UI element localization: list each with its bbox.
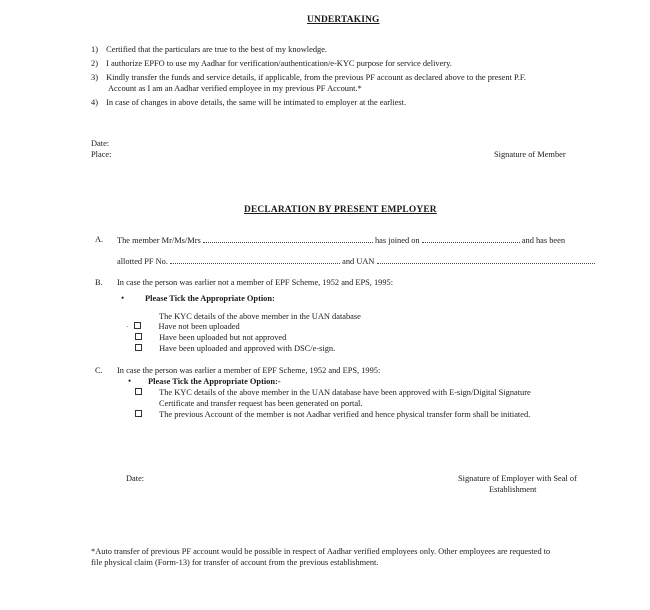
employer-signature-line-1: Signature of Employer with Seal of [458, 474, 577, 483]
joined-on-label: has joined on [374, 236, 420, 245]
undertaking-place-label: Place: [91, 150, 112, 159]
section-c-letter: C. [95, 366, 103, 375]
section-b-option-3 [135, 344, 335, 353]
section-c-option-1 [135, 388, 531, 397]
dot-icon: · [126, 323, 129, 331]
declaration-title: DECLARATION BY PRESENT EMPLOYER [244, 205, 437, 215]
footnote-line-2: file physical claim (Form-13) for transfer of account from the previous establishment. [91, 558, 379, 567]
checkbox-kyc-approved-esign[interactable] [135, 388, 142, 395]
checkbox-not-uploaded[interactable] [134, 322, 141, 329]
item-text: Certified that the particulars are true to the best of my knowledge. [106, 45, 328, 54]
item-number: 1) [91, 45, 98, 54]
undertaking-item-2 [91, 59, 452, 68]
item-text: Kindly transfer the funds and service details, if applicable, from the previous PF account as declared above to the present P.F. [106, 73, 526, 82]
checkbox-uploaded-approved[interactable] [135, 344, 142, 351]
employer-signature-line-2: Establishment [489, 485, 537, 494]
section-b-tick-label: Please Tick the Appropriate Option: [145, 294, 275, 303]
declaration-date-label: Date: [126, 474, 145, 483]
item-number: 3) [91, 73, 98, 82]
section-b-option-1 [126, 322, 240, 331]
uan-label: and UAN [342, 257, 375, 266]
pf-number-label: allotted PF No. [117, 257, 168, 266]
undertaking-item-3 [91, 73, 526, 82]
section-c-text: In case the person was earlier a member of EPF Scheme, 1952 and EPS, 1995: [117, 366, 381, 375]
undertaking-item-4 [91, 98, 406, 107]
section-c-option-1-continued: Certificate and transfer request has been generated on portal. [159, 399, 363, 408]
undertaking-item-1 [91, 45, 327, 54]
joining-date-field[interactable] [422, 235, 520, 243]
checkbox-uploaded-not-approved[interactable] [135, 333, 142, 340]
pf-number-field[interactable] [170, 256, 340, 264]
section-a-letter: A. [95, 235, 104, 244]
option-label: The KYC details of the above member in the UAN database have been approved with E-sign/Digital Signature [159, 388, 531, 397]
section-c-option-2 [135, 410, 530, 419]
item-text: In case of changes in above details, the same will be intimated to employer at the earliest. [106, 98, 407, 107]
section-b-text: In case the person was earlier not a member of EPF Scheme, 1952 and EPS, 1995: [117, 278, 394, 287]
bullet-icon: • [121, 293, 125, 303]
option-label: Have been uploaded but not approved [159, 333, 287, 342]
section-c-tick-label: Please Tick the Appropriate Option:- [148, 377, 281, 386]
undertaking-item-3-continued: Account as I am an Aadhar verified employee in my previous PF Account.* [108, 84, 362, 93]
member-name-field[interactable] [203, 235, 373, 243]
option-label: Have been uploaded and approved with DSC/e-sign. [159, 344, 336, 353]
checkbox-physical-transfer[interactable] [135, 410, 142, 417]
section-a-line-2 [117, 256, 595, 266]
member-name-label: The member Mr/Ms/Mrs [117, 236, 201, 245]
item-text: I authorize EPFO to use my Aadhar for verification/authentication/e-KYC purpose for service delivery. [106, 59, 452, 68]
footnote-line-1: *Auto transfer of previous PF account would be possible in respect of Aadhar verified employees only. Other employees are requested to [91, 547, 551, 556]
bullet-icon: • [128, 376, 132, 386]
section-a-line-1 [117, 235, 565, 245]
option-label: The previous Account of the member is not Aadhar verified and hence physical transfer form shall be initiated. [159, 410, 531, 419]
member-signature-label: Signature of Member [494, 150, 566, 159]
undertaking-title: UNDERTAKING [307, 15, 380, 25]
has-been-label: and has been [521, 236, 566, 245]
section-b-kyc-text: The KYC details of the above member in the UAN database [159, 312, 361, 321]
uan-field[interactable] [377, 256, 595, 264]
section-b-option-2 [135, 333, 286, 342]
undertaking-date-label: Date: [91, 139, 110, 148]
item-number: 2) [91, 59, 98, 68]
option-label: Have not been uploaded [158, 322, 240, 331]
item-number: 4) [91, 98, 98, 107]
section-b-letter: B. [95, 278, 103, 287]
